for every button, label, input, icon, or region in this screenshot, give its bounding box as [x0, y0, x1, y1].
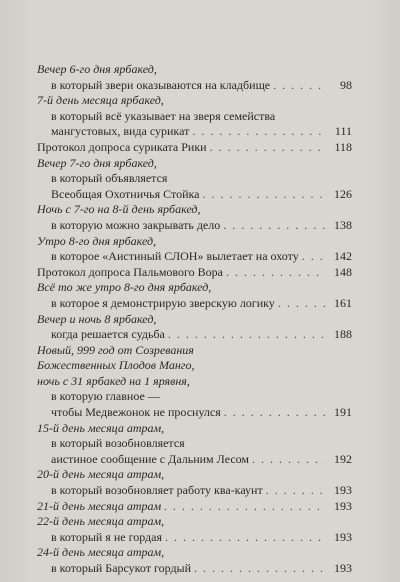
page-number: 118: [334, 139, 352, 154]
toc-section-heading: 7-й день месяца ярбакед,: [37, 93, 164, 108]
toc-entry-title: Протокол допроса суриката Рики: [37, 139, 207, 154]
page-number: 193: [334, 561, 352, 575]
toc-entry: [0, 530, 400, 546]
dot-leader: [266, 483, 325, 499]
toc-entry-text: в который объявляется: [51, 171, 168, 186]
toc-entry-title: в который возобновляет работу ква-каунт: [51, 483, 263, 498]
toc-entry: [0, 78, 400, 94]
toc-entry: [0, 452, 400, 468]
page-number: 191: [334, 405, 352, 420]
toc-section-heading: Ночь с 7-го на 8-й день ярбакед,: [37, 202, 201, 217]
dot-leader: [194, 561, 325, 577]
page-number: 98: [340, 77, 352, 92]
toc-entry-title: 21-й день месяца атрам: [37, 498, 162, 513]
toc-entry-title: когда решается судьба: [51, 327, 165, 342]
dot-leader: [164, 499, 325, 515]
toc-section-heading: Утро 8-го дня ярбакед,: [37, 233, 157, 248]
toc-entry-title: Всеобщая Охотничья Стойка: [51, 186, 200, 201]
toc-entry: [0, 296, 400, 312]
page-number: 111: [334, 124, 352, 139]
toc-section-heading: 15-й день месяца атрам,: [37, 420, 165, 435]
toc-entry-title: аистиное сообщение с Дальним Лесом: [51, 451, 250, 466]
toc-section-heading: Божественных Плодов Манго,: [37, 358, 195, 373]
toc-entry: [0, 561, 400, 577]
toc-entry: [0, 265, 400, 281]
toc-entry-title: Протокол допроса Пальмового Вора: [37, 264, 223, 279]
toc-entry-text: в который возобновляется: [51, 436, 185, 451]
dot-leader: [223, 218, 325, 234]
dot-leader: [278, 296, 325, 312]
page-number: 126: [334, 186, 352, 201]
toc-entry: [0, 327, 400, 343]
toc-entry-title: в которое я демонстрирую зверскую логику: [51, 295, 275, 310]
toc-entry-title: мангустовых, вида сурикат: [51, 124, 190, 139]
page-number: 192: [334, 451, 352, 466]
dot-leader: [192, 124, 325, 140]
toc-entry: [0, 140, 400, 156]
dot-leader: [168, 327, 325, 343]
dot-leader: [203, 187, 326, 203]
dot-leader: [210, 140, 325, 156]
toc-section-heading: ночь с 31 ярбакед на 1 ярявня,: [37, 373, 190, 388]
page-number: 193: [334, 483, 352, 498]
dot-leader: [226, 265, 325, 281]
page-number: 138: [334, 217, 352, 232]
toc-entry: [0, 249, 400, 265]
dot-leader: [302, 249, 325, 265]
toc-entry: [0, 483, 400, 499]
toc-entry: [0, 405, 400, 421]
toc-section-heading: Всё то же утро 8-го дня ярбакед,: [37, 280, 212, 295]
toc-entry-text: в который всё указывает на зверя семейства: [51, 108, 276, 123]
toc-section-heading: 24-й день месяца атрам,: [37, 545, 165, 560]
page-number: 142: [334, 249, 352, 264]
toc-entry-text: в которую главное —: [51, 389, 160, 404]
dot-leader: [224, 405, 325, 421]
toc-entry-title: в который звери оказываются на кладбище: [51, 77, 271, 92]
toc-section-heading: 20-й день месяца атрам,: [37, 467, 165, 482]
dot-leader: [252, 452, 325, 468]
page-number: 161: [334, 295, 352, 310]
toc-section-heading: Новый, 999 год от Созревания: [37, 342, 194, 357]
toc-entry-title: в который я не гордая: [51, 529, 162, 544]
toc-entry: [0, 218, 400, 234]
toc-section-heading: 22-й день месяца атрам,: [37, 514, 165, 529]
table-of-contents: [0, 62, 400, 577]
dot-leader: [165, 530, 325, 546]
page-number: 148: [334, 264, 352, 279]
dot-leader: [273, 78, 325, 94]
toc-entry-title: в который Барсукот гордый: [51, 561, 192, 575]
toc-entry: [0, 187, 400, 203]
toc-section-heading: Вечер 7-го дня ярбакед,: [37, 155, 157, 170]
toc-entry-title: чтобы Медвежонок не проснулся: [51, 405, 221, 420]
toc-section-heading: Вечер 6-го дня ярбакед,: [37, 62, 157, 76]
toc-entry-title: в которое «Аистиный СЛОН» вылетает на охоту: [51, 249, 299, 264]
toc-entry: [0, 124, 400, 140]
page-number: 193: [334, 529, 352, 544]
toc-entry: [0, 499, 400, 515]
page-number: 193: [334, 498, 352, 513]
toc-entry-title: в которую можно закрывать дело: [51, 217, 221, 232]
toc-section-heading: Вечер и ночь 8 ярбакед,: [37, 311, 157, 326]
page-number: 188: [334, 327, 352, 342]
